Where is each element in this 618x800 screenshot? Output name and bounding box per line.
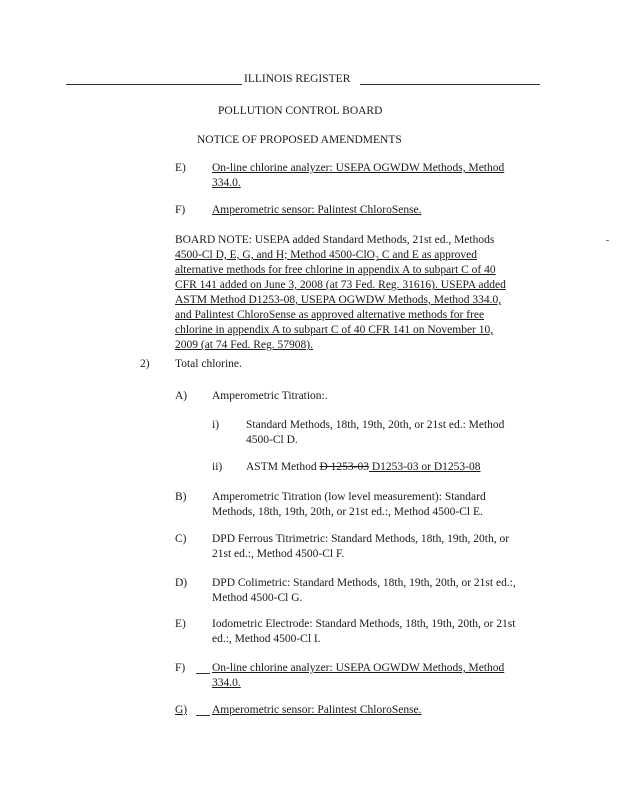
board-note-line-1: BOARD NOTE: USEPA added Standard Methods, 21st ed., Methods xyxy=(175,234,495,246)
E-label: E) xyxy=(175,618,186,630)
board-note-line-2: 4500-Cl D, E, G, and H; Method 4500-ClO₂ C and E as approved xyxy=(175,249,478,261)
board-note-line-6: and Palintest ChloroSense as approved alternative methods for free xyxy=(175,309,485,321)
A-i-label: i) xyxy=(212,419,220,431)
A-label: A) xyxy=(175,390,188,402)
F-line2: 334.0. xyxy=(212,677,241,689)
D-line2: Method 4500-Cl G. xyxy=(212,592,303,604)
board-note-line-8: 2009 (at 74 Fed. Reg. 57908). xyxy=(175,339,313,351)
A-ii-text xyxy=(246,460,480,475)
C-line2: 21st ed.:, Method 4500-Cl F. xyxy=(212,548,345,560)
item-E-text-line2: 334.0. xyxy=(212,177,241,189)
board-note-line-7: chlorine in appendix A to subpart C of 40 CFR 141 on November 10, xyxy=(175,324,494,336)
E-line1: Iodometric Electrode: Standard Methods, 18th, 19th, 20th, or 21st xyxy=(212,618,516,630)
section2-number: 2) xyxy=(140,358,150,370)
A-i-line2: 4500-Cl D. xyxy=(246,434,298,446)
item-E-text-line1: On-line chlorine analyzer: USEPA OGWDW Methods, Method xyxy=(212,162,505,174)
B-line1: Amperometric Titration (low level measurement): Standard xyxy=(212,491,486,503)
D-label: D) xyxy=(175,577,188,589)
board-title: POLLUTION CONTROL BOARD xyxy=(218,105,383,117)
A-ii-label: ii) xyxy=(212,461,223,473)
G-lead-rule xyxy=(196,715,210,716)
C-label: C) xyxy=(175,533,187,545)
A-text: Amperometric Titration:. xyxy=(212,390,328,402)
board-note-line-3: alternative methods for free chlorine in appendix A to subpart C of 40 xyxy=(175,264,496,276)
G-text: Amperometric sensor: Palintest ChloroSense. xyxy=(212,704,422,716)
A-ii-added: D1253-03 or D1253-08 xyxy=(369,461,481,473)
item-F-label: F) xyxy=(175,204,186,216)
B-label: B) xyxy=(175,491,187,503)
A-i-line1: Standard Methods, 18th, 19th, 20th, or 21st ed.: Method xyxy=(246,419,505,431)
B-line2: Methods, 18th, 19th, 20th, or 21st ed.:, Method 4500-Cl E. xyxy=(212,506,483,518)
item-F-text: Amperometric sensor: Palintest ChloroSense. xyxy=(212,204,422,216)
margin-mark xyxy=(606,240,609,241)
D-line1: DPD Colimetric: Standard Methods, 18th, 19th, 20th, or 21st ed.:, xyxy=(212,577,516,589)
header-rule-left xyxy=(66,84,242,85)
board-note-line-5: ASTM Method D1253-08, USEPA OGWDW Methods, Method 334.0, xyxy=(175,294,502,306)
F-label: F) xyxy=(175,662,186,674)
register-title: ILLINOIS REGISTER xyxy=(244,73,351,85)
C-line1: DPD Ferrous Titrimetric: Standard Methods, 18th, 19th, 20th, or xyxy=(212,533,510,545)
board-note-line-4: CFR 141 added on June 3, 2008 (at 73 Fed. Reg. 31616). USEPA added xyxy=(175,279,506,291)
F-line1: On-line chlorine analyzer: USEPA OGWDW Methods, Method xyxy=(212,662,505,674)
section2-title: Total chlorine. xyxy=(175,358,242,370)
F-lead-rule xyxy=(196,673,210,674)
G-label: G) xyxy=(175,704,188,716)
A-ii-struck: D 1253-03 xyxy=(319,461,369,473)
notice-title: NOTICE OF PROPOSED AMENDMENTS xyxy=(197,134,402,146)
E-line2: ed.:, Method 4500-Cl I. xyxy=(212,633,321,645)
header-rule-right xyxy=(360,84,540,85)
item-E-label: E) xyxy=(175,162,186,174)
A-ii-prefix: ASTM Method xyxy=(246,461,320,473)
